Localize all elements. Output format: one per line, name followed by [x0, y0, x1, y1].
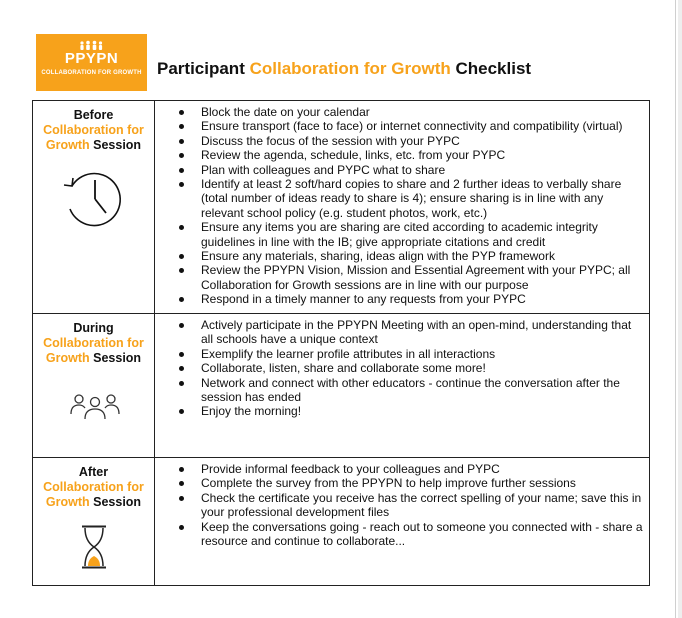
checklist-item: Check the certificate you receive has the correct spelling of your name; save this in your professional development files	[201, 490, 642, 520]
page-shadow	[678, 0, 682, 618]
phase-session-word: Session	[89, 351, 142, 365]
checklist-item: Respond in a timely manner to any requests from your PYPC	[201, 292, 643, 306]
checklist-item: Enjoy the morning!	[201, 404, 643, 418]
checklist-item: Discuss the focus of the session with your PYPC	[201, 134, 643, 148]
hourglass-icon	[80, 525, 108, 569]
page-edge	[675, 0, 676, 618]
checklist-item: Review the agenda, schedule, links, etc. from your PYPC	[201, 148, 643, 162]
checklist-item: Ensure any materials, sharing, ideas align with the PYP framework	[201, 249, 643, 263]
phase-label: Before	[73, 108, 114, 122]
checklist-item: Plan with colleagues and PYPC what to share	[201, 163, 643, 177]
checklist-table	[32, 100, 650, 586]
checklist-item: Ensure any items you are sharing are cited according to academic integrity guidelines in line with the IB; give appropriate citations and credit	[201, 220, 643, 249]
phase-subtitle-line2	[33, 495, 154, 510]
title-accent: Collaboration for Growth	[249, 59, 451, 78]
phase-growth-word: Growth	[45, 495, 90, 509]
phase-session-word: Session	[89, 495, 142, 509]
checklist-item: Review the PPYPN Vision, Mission and Essential Agreement with your PYPC; all Collaboration for Growth sessions are in line with our purpose	[201, 263, 643, 292]
checklist-before	[155, 101, 649, 307]
checklist-cell	[155, 458, 649, 585]
checklist-item: Exemplify the learner profile attributes in all interactions	[201, 347, 643, 361]
title-suffix: Checklist	[450, 59, 532, 78]
ppypn-logo	[36, 34, 147, 91]
checklist-item: Network and connect with other educators - continue the conversation after the session has ended	[201, 376, 643, 405]
checklist-item: Ensure transport (face to face) or internet connectivity and compatibility (virtual)	[201, 119, 643, 133]
phase-label: During	[73, 321, 114, 335]
phase-subtitle-line2	[33, 351, 154, 366]
section-after	[33, 458, 649, 585]
checklist-item: Collaborate, listen, share and collaborate some more!	[201, 361, 643, 375]
phase-subtitle-line2	[33, 138, 154, 153]
checklist-item: Actively participate in the PPYPN Meeting with an open-mind, understanding that all schools have a unique context	[201, 318, 643, 347]
phase-cell	[33, 458, 155, 585]
people-icon	[69, 390, 121, 420]
phase-subtitle-line1: Collaboration for	[43, 480, 144, 494]
phase-subtitle-line1: Collaboration for	[43, 123, 144, 137]
checklist-item: Identify at least 2 soft/hard copies to share and 2 further ideas to verbally share (total number of ideas ready to share is 4); ensure sharing is in line with any relevant school policy (e.g. student photos, work, etc.)	[201, 177, 643, 220]
logo-subtitle: COLLABORATION FOR GROWTH	[41, 70, 142, 76]
checklist-item: Complete the survey from the PPYPN to help improve further sessions	[201, 476, 643, 490]
clock-icon	[62, 169, 128, 229]
checklist-cell	[155, 314, 649, 457]
phase-label: After	[78, 465, 109, 479]
section-during	[33, 314, 649, 458]
checklist-item: Keep the conversations going - reach out to someone you connected with - share a resource and continue to collaborate...	[201, 519, 643, 549]
phase-session-word: Session	[89, 138, 142, 152]
title-prefix: Participant	[157, 59, 250, 78]
phase-cell	[33, 314, 155, 457]
checklist-during	[155, 314, 649, 419]
people-group-icon	[36, 40, 147, 50]
phase-cell	[33, 101, 155, 313]
logo-title: PPYPN	[64, 50, 119, 67]
checklist-item: Provide informal feedback to your colleagues and PYPC	[201, 462, 643, 476]
section-before	[33, 101, 649, 314]
document-title	[157, 59, 531, 79]
phase-growth-word: Growth	[45, 138, 90, 152]
checklist-after	[155, 458, 649, 548]
checklist-cell	[155, 101, 649, 313]
phase-growth-word: Growth	[45, 351, 90, 365]
checklist-item: Block the date on your calendar	[201, 105, 643, 119]
phase-subtitle-line1: Collaboration for	[43, 336, 144, 350]
